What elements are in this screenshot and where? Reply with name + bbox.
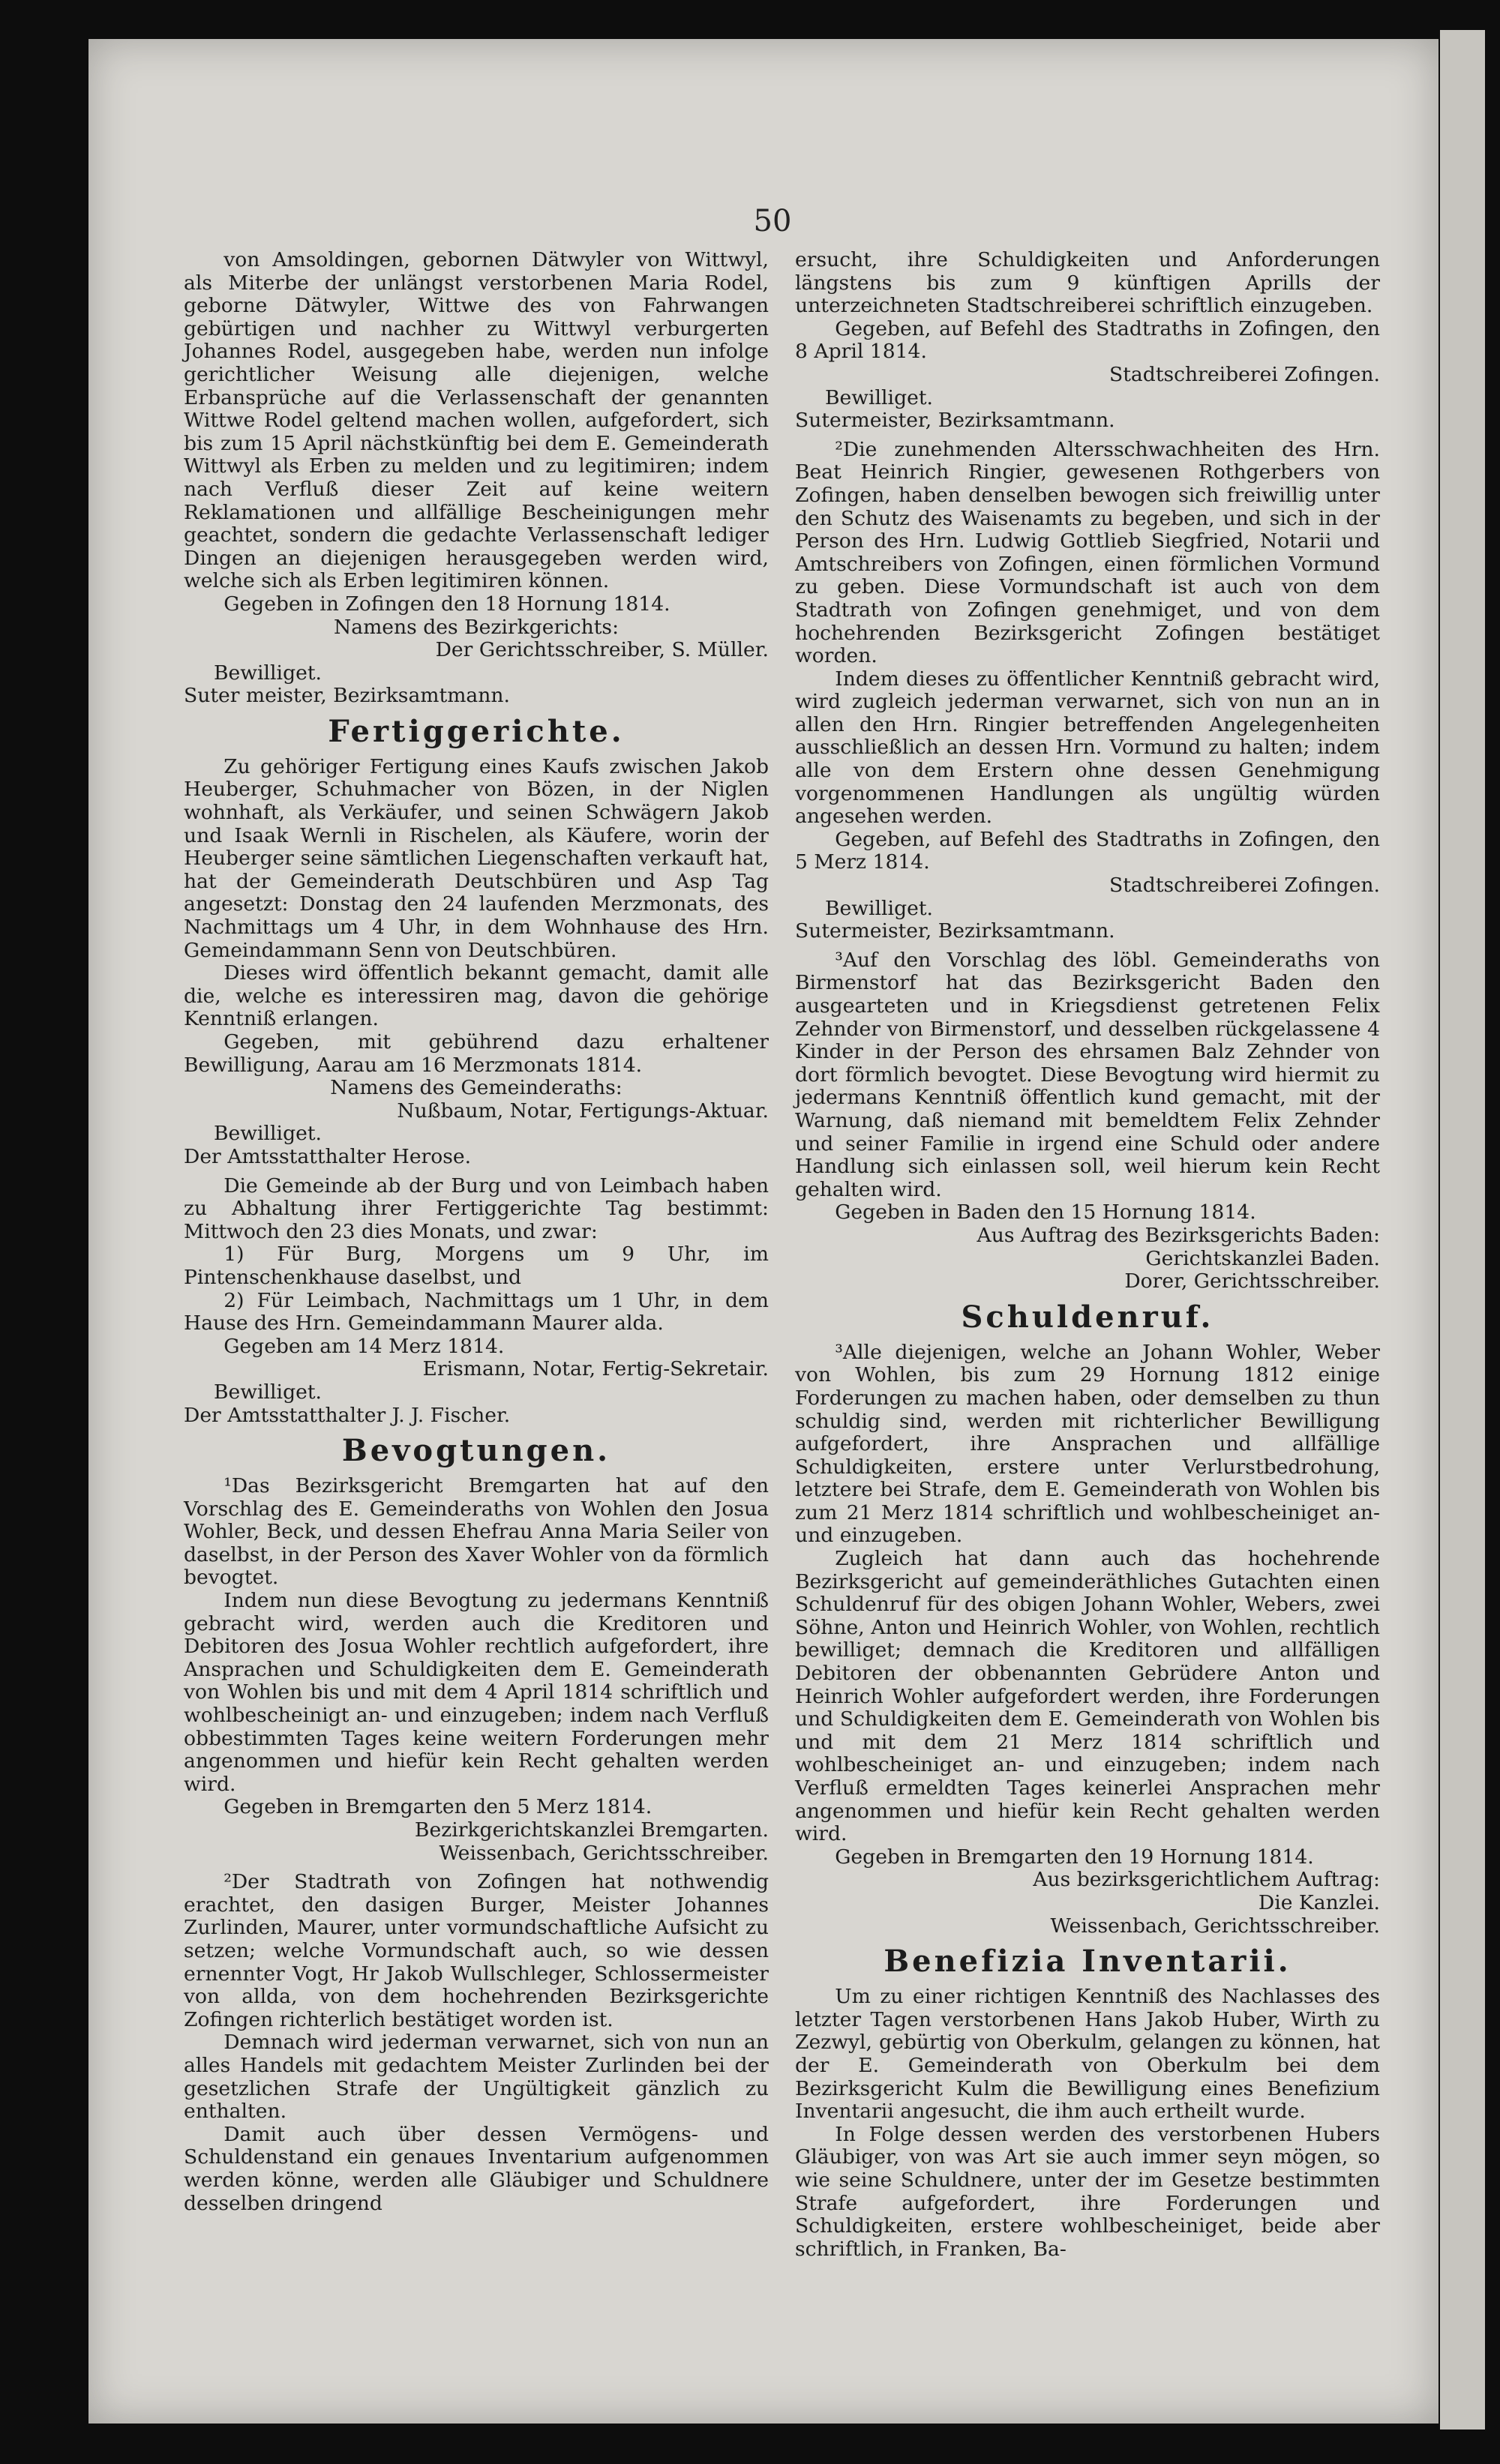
list-item: 2) Für Leimbach, Nachmittags um 1 Uhr, in dem Hause des Hrn. Gemeindammann Maurer alda. bbox=[184, 1288, 769, 1335]
notice-date: Gegeben, mit gebührend dazu erhaltener Bewilligung, Aarau am 16 Merzmonats 1814. bbox=[184, 1030, 769, 1077]
approval-line: Bewilliget. bbox=[825, 896, 933, 920]
notice-date: Gegeben in Zofingen den 18 Hornung 1814. bbox=[224, 592, 670, 616]
signature-line: Dorer, Gerichtsschreiber. bbox=[1124, 1269, 1380, 1293]
notice-date: Gegeben in Baden den 15 Hornung 1814. bbox=[835, 1201, 1256, 1225]
notice-paragraph: ²Der Stadtrath von Zofingen hat nothwendig erachtet, den dasigen Burger, Meister Johannes Zurlinden, Maurer, unter vormundschaftliche Aufsicht zu setzen; welche Vormundschaft auch, so wie dessen ernennter Vogt, Hr Jakob Wullschleger, Schlossermeister von allda, von dem hochehrenden Bezirksgerichte Zofingen richterlich bestätiget worden ist. bbox=[184, 1870, 769, 2031]
signature-line: Die Kanzlei. bbox=[1258, 1890, 1380, 1914]
approval-line: Bewilliget. bbox=[214, 1380, 322, 1404]
notice-paragraph: von Amsoldingen, gebornen Dätwyler von Wittwyl, als Miterbe der unlängst verstorbenen Maria Rodel, geborne Dätwyler, Wittwe des von Fahrwangen gebürtigen und nachher zu Wittwyl verburgerten Johannes Rodel, ausgegeben habe, werden nun infolge gerichtlicher Weisung alle diejenigen, welche Erbansprüche auf die Verlassenschaft der genannten Wittwe Rodel geltend machen wollen, aufgefordert, sich bis zum 15 April nächstkünftig bei dem E. Gemeinderath Wittwyl als Erben zu melden und zu legitimiren; indem nach Verfluß dieser Zeit auf keine weitern Reklamationen und allfällige Bescheinigungen mehr geachtet, sondern die gedachte Verlassenschaft lediger Dingen an diejenigen herausgegeben werden wird, welche sich als Erben legitimiren können. bbox=[184, 248, 769, 593]
notice-paragraph: Dieses wird öffentlich bekannt gemacht, damit alle die, welche es interessiren mag, davon die gehörige Kenntniß erlangen. bbox=[184, 961, 769, 1031]
page-number: 50 bbox=[753, 204, 792, 238]
notice-paragraph: Damit auch über dessen Vermögens- und Schuldenstand ein genaues Inventarium aufgenommen werden könne, werden alle Gläubiger und Schuldnere desselben dringend bbox=[184, 2122, 769, 2215]
approval-line: Sutermeister, Bezirksamtmann. bbox=[795, 409, 1115, 433]
list-item: 1) Für Burg, Morgens um 9 Uhr, im Pintenschenkhause daselbst, und bbox=[184, 1242, 769, 1289]
notice-date: Gegeben in Bremgarten den 5 Merz 1814. bbox=[224, 1795, 652, 1819]
signature-line: Gerichtskanzlei Baden. bbox=[1145, 1246, 1380, 1270]
approval-line: Suter meister, Bezirksamtmann. bbox=[184, 684, 510, 708]
signature-line: Aus bezirksgerichtlichem Auftrag: bbox=[1033, 1868, 1380, 1892]
approval-line: Bewilliget. bbox=[214, 661, 322, 685]
section-heading-benefizia-inventarii: Benefizia Inventarii. bbox=[884, 1944, 1292, 1980]
notice-paragraph: Die Gemeinde ab der Burg und von Leimbach haben zu Abhaltung ihrer Fertiggerichte Tag bestimmt: Mittwoch den 23 dies Monats, und zwar: bbox=[184, 1174, 769, 1243]
notice-paragraph: ersucht, ihre Schuldigkeiten und Anforderungen längstens bis zum 9 künftigen Aprills der unterzeichneten Stadtschreiberei schriftlich einzugeben. bbox=[795, 248, 1380, 318]
signature-line: Nußbaum, Notar, Fertigungs-Aktuar. bbox=[397, 1099, 769, 1123]
notice-paragraph: Zu gehöriger Fertigung eines Kaufs zwischen Jakob Heuberger, Schuhmacher von Bözen, in der Niglen wohnhaft, als Verkäufer, und seinen Schwägern Jakob und Isaak Wernli in Rischelen, als Käufere, worin der Heuberger seine sämtlichen Liegenschaften verkauft hat, hat der Gemeinderath Deutschbüren und Asp Tag angesetzt: Donstag den 24 laufenden Merzmonats, des Nachmittags um 4 Uhr, in dem Wohnhause des Hrn. Gemeindammann Senn von Deutschbüren. bbox=[184, 754, 769, 962]
signature-line: Weissenbach, Gerichtsschreiber. bbox=[439, 1841, 769, 1865]
notice-paragraph: Indem nun diese Bevogtung zu jedermans Kenntniß gebracht wird, werden auch die Kreditoren und Debitoren des Josua Wohler rechtlich aufgefordert, ihre Ansprachen und Schuldigkeiten dem E. Gemeinderath von Wohlen bis und mit dem 4 April 1814 schriftlich und wohlbescheinigt an- und einzugeben; indem nach Verfluß obbestimmten Tages keine weitern Forderungen mehr angenommen und hiefür kein Recht gehalten werden wird. bbox=[184, 1589, 769, 1796]
section-heading-bevogtungen: Bevogtungen. bbox=[341, 1433, 611, 1469]
notice-paragraph: Demnach wird jederman verwarnet, sich von nun an alles Handels mit gedachtem Meister Zurlinden bei der gesetzlichen Strafe der Ungültigkeit gänzlich zu enthalten. bbox=[184, 2031, 769, 2124]
signature-line: Weissenbach, Gerichtsschreiber. bbox=[1050, 1914, 1380, 1938]
notice-paragraph: ²Die zunehmenden Altersschwachheiten des Hrn. Beat Heinrich Ringier, gewesenen Rothgerbers von Zofingen, haben denselben bewogen sich freiwillig unter den Schutz des Waisenamts zu begeben, und sich in der Person des Hrn. Ludwig Gottlieb Siegfried, Notarii und Amtschreibers von Zofingen, einen förmlichen Vormund zu geben. Diese Vormundschaft ist auch von dem Stadtrath von Zofingen genehmiget, und von dem hochehrenden Bezirksgericht Zofingen bestätiget worden. bbox=[795, 437, 1380, 668]
right-column bbox=[795, 249, 1380, 2261]
signature-line: Bezirkgerichtskanzlei Bremgarten. bbox=[414, 1818, 769, 1842]
section-heading-fertiggerichte: Fertiggerichte. bbox=[328, 713, 625, 749]
notice-paragraph: ³Auf den Vorschlag des löbl. Gemeinderaths von Birmenstorf hat das Bezirksgericht Baden den ausgearteten und in Kriegsdienst getretenen Felix Zehnder von Birmenstorf, und desselben rückgelassene 4 Kinder in der Person des ehrsamen Balz Zehnder von dort förmlich bevogtet. Diese Bevogtung wird hiermit zu jedermans Kenntniß öffentlich kund gemacht, mit der Warnung, daß niemand mit bemeldtem Felix Zehnder und seiner Familie in irgend eine Schuld oder andere Handlung sich einlassen soll, weil hierum kein Recht gehalten wird. bbox=[795, 948, 1380, 1201]
notice-date: Gegeben, auf Befehl des Stadtraths in Zofingen, den 8 April 1814. bbox=[795, 316, 1380, 364]
notice-paragraph: Indem dieses zu öffentlicher Kenntniß gebracht wird, wird zugleich jederman verwarnet, sich von nun an in allen den Hrn. Ringier betreffenden Angelegenheiten ausschließlich an dessen Hrn. Vormund zu halten; indem alle von dem Erstern ohne dessen Genehmigung vorgenommenen Handlungen als ungültig würden angesehen werden. bbox=[795, 667, 1380, 829]
approval-line: Der Amtsstatthalter J. J. Fischer. bbox=[184, 1403, 511, 1427]
approval-line: Bewilliget. bbox=[825, 385, 933, 409]
notice-date: Gegeben in Bremgarten den 19 Hornung 1814. bbox=[835, 1845, 1314, 1869]
approval-line: Sutermeister, Bezirksamtmann. bbox=[795, 919, 1115, 943]
approval-line: Der Amtsstatthalter Herose. bbox=[184, 1144, 472, 1168]
approval-line: Bewilliget. bbox=[214, 1122, 322, 1146]
next-page-edge bbox=[1440, 30, 1485, 2430]
signature-line: Der Gerichtsschreiber, S. Müller. bbox=[435, 638, 769, 662]
section-heading-schuldenruf: Schuldenruf. bbox=[961, 1299, 1214, 1335]
signature-line: Erismann, Notar, Fertig-Sekretair. bbox=[422, 1357, 769, 1381]
left-column bbox=[184, 249, 769, 2215]
notice-date: Gegeben, auf Befehl des Stadtraths in Zofingen, den 5 Merz 1814. bbox=[795, 827, 1380, 874]
signature-line: Namens des Gemeinderaths: bbox=[330, 1076, 622, 1100]
signature-line: Stadtschreiberei Zofingen. bbox=[1109, 362, 1380, 386]
signature-line: Namens des Bezirkgerichts: bbox=[333, 615, 620, 639]
notice-date: Gegeben am 14 Merz 1814. bbox=[224, 1334, 505, 1358]
notice-paragraph: In Folge dessen werden des verstorbenen Hubers Gläubiger, von was Art sie auch immer seyn mögen, so wie seine Schuldnere, unter der im Gesetze bestimmten Strafe aufgefordert, ihre Forderungen und Schuldigkeiten, erstere wohlbescheiniget, beide aber schriftlich, in Franken, Ba- bbox=[795, 2122, 1380, 2261]
notice-paragraph: ³Alle diejenigen, welche an Johann Wohler, Weber von Wohlen, bis zum 29 Hornung 1812 einige Forderungen zu machen haben, oder demselben zu thun schuldig sind, werden mit richterlicher Bewilligung aufgefordert, ihre Ansprachen und allfällige Schuldigkeiten, erstere unter Verlurstbedrohung, letztere bei Strafe, dem E. Gemeinderath von Wohlen bis zum 21 Merz 1814 schriftlich und wohlbescheiniget an- und einzugeben. bbox=[795, 1340, 1380, 1548]
signature-line: Aus Auftrag des Bezirksgerichts Baden: bbox=[976, 1223, 1380, 1247]
signature-line: Stadtschreiberei Zofingen. bbox=[1109, 874, 1380, 898]
notice-paragraph: Zugleich hat dann auch das hochehrende Bezirksgericht auf gemeinderäthliches Gutachten einen Schuldenruf für des obigen Johann Wohler, Webers, zwei Söhne, Anton und Heinrich Wohler, von Wohlen, rechtlich bewilliget; demnach die Kreditoren und allfälligen Debitoren der obbenannten Gebrüdere Anton und Heinrich Wohler aufgefordert werden, ihre Forderungen und Schuldigkeiten dem E. Gemeinderath von Wohlen bis und mit dem 21 Merz 1814 schriftlich und wohlbescheiniget an- und einzugeben; indem nach Verfluß ermeldten Tages keinerlei Ansprachen mehr angenommen und hiefür kein Recht gehalten werden wird. bbox=[795, 1547, 1380, 1846]
notice-paragraph: ¹Das Bezirksgericht Bremgarten hat auf den Vorschlag des E. Gemeinderaths von Wohlen den Josua Wohler, Beck, und dessen Ehefrau Anna Maria Seiler von daselbst, in der Person des Xaver Wohler von da förmlich bevogtet. bbox=[184, 1474, 769, 1590]
notice-paragraph: Um zu einer richtigen Kenntniß des Nachlasses des letzter Tagen verstorbenen Hans Jakob Huber, Wirth zu Zezwyl, gebürtig von Oberkulm, gelangen zu können, hat der E. Gemeinderath von Oberkulm bei dem Bezirksgericht Kulm die Bewilligung eines Benefizium Inventarii angesucht, die ihm auch ertheilt wurde. bbox=[795, 1985, 1380, 2124]
